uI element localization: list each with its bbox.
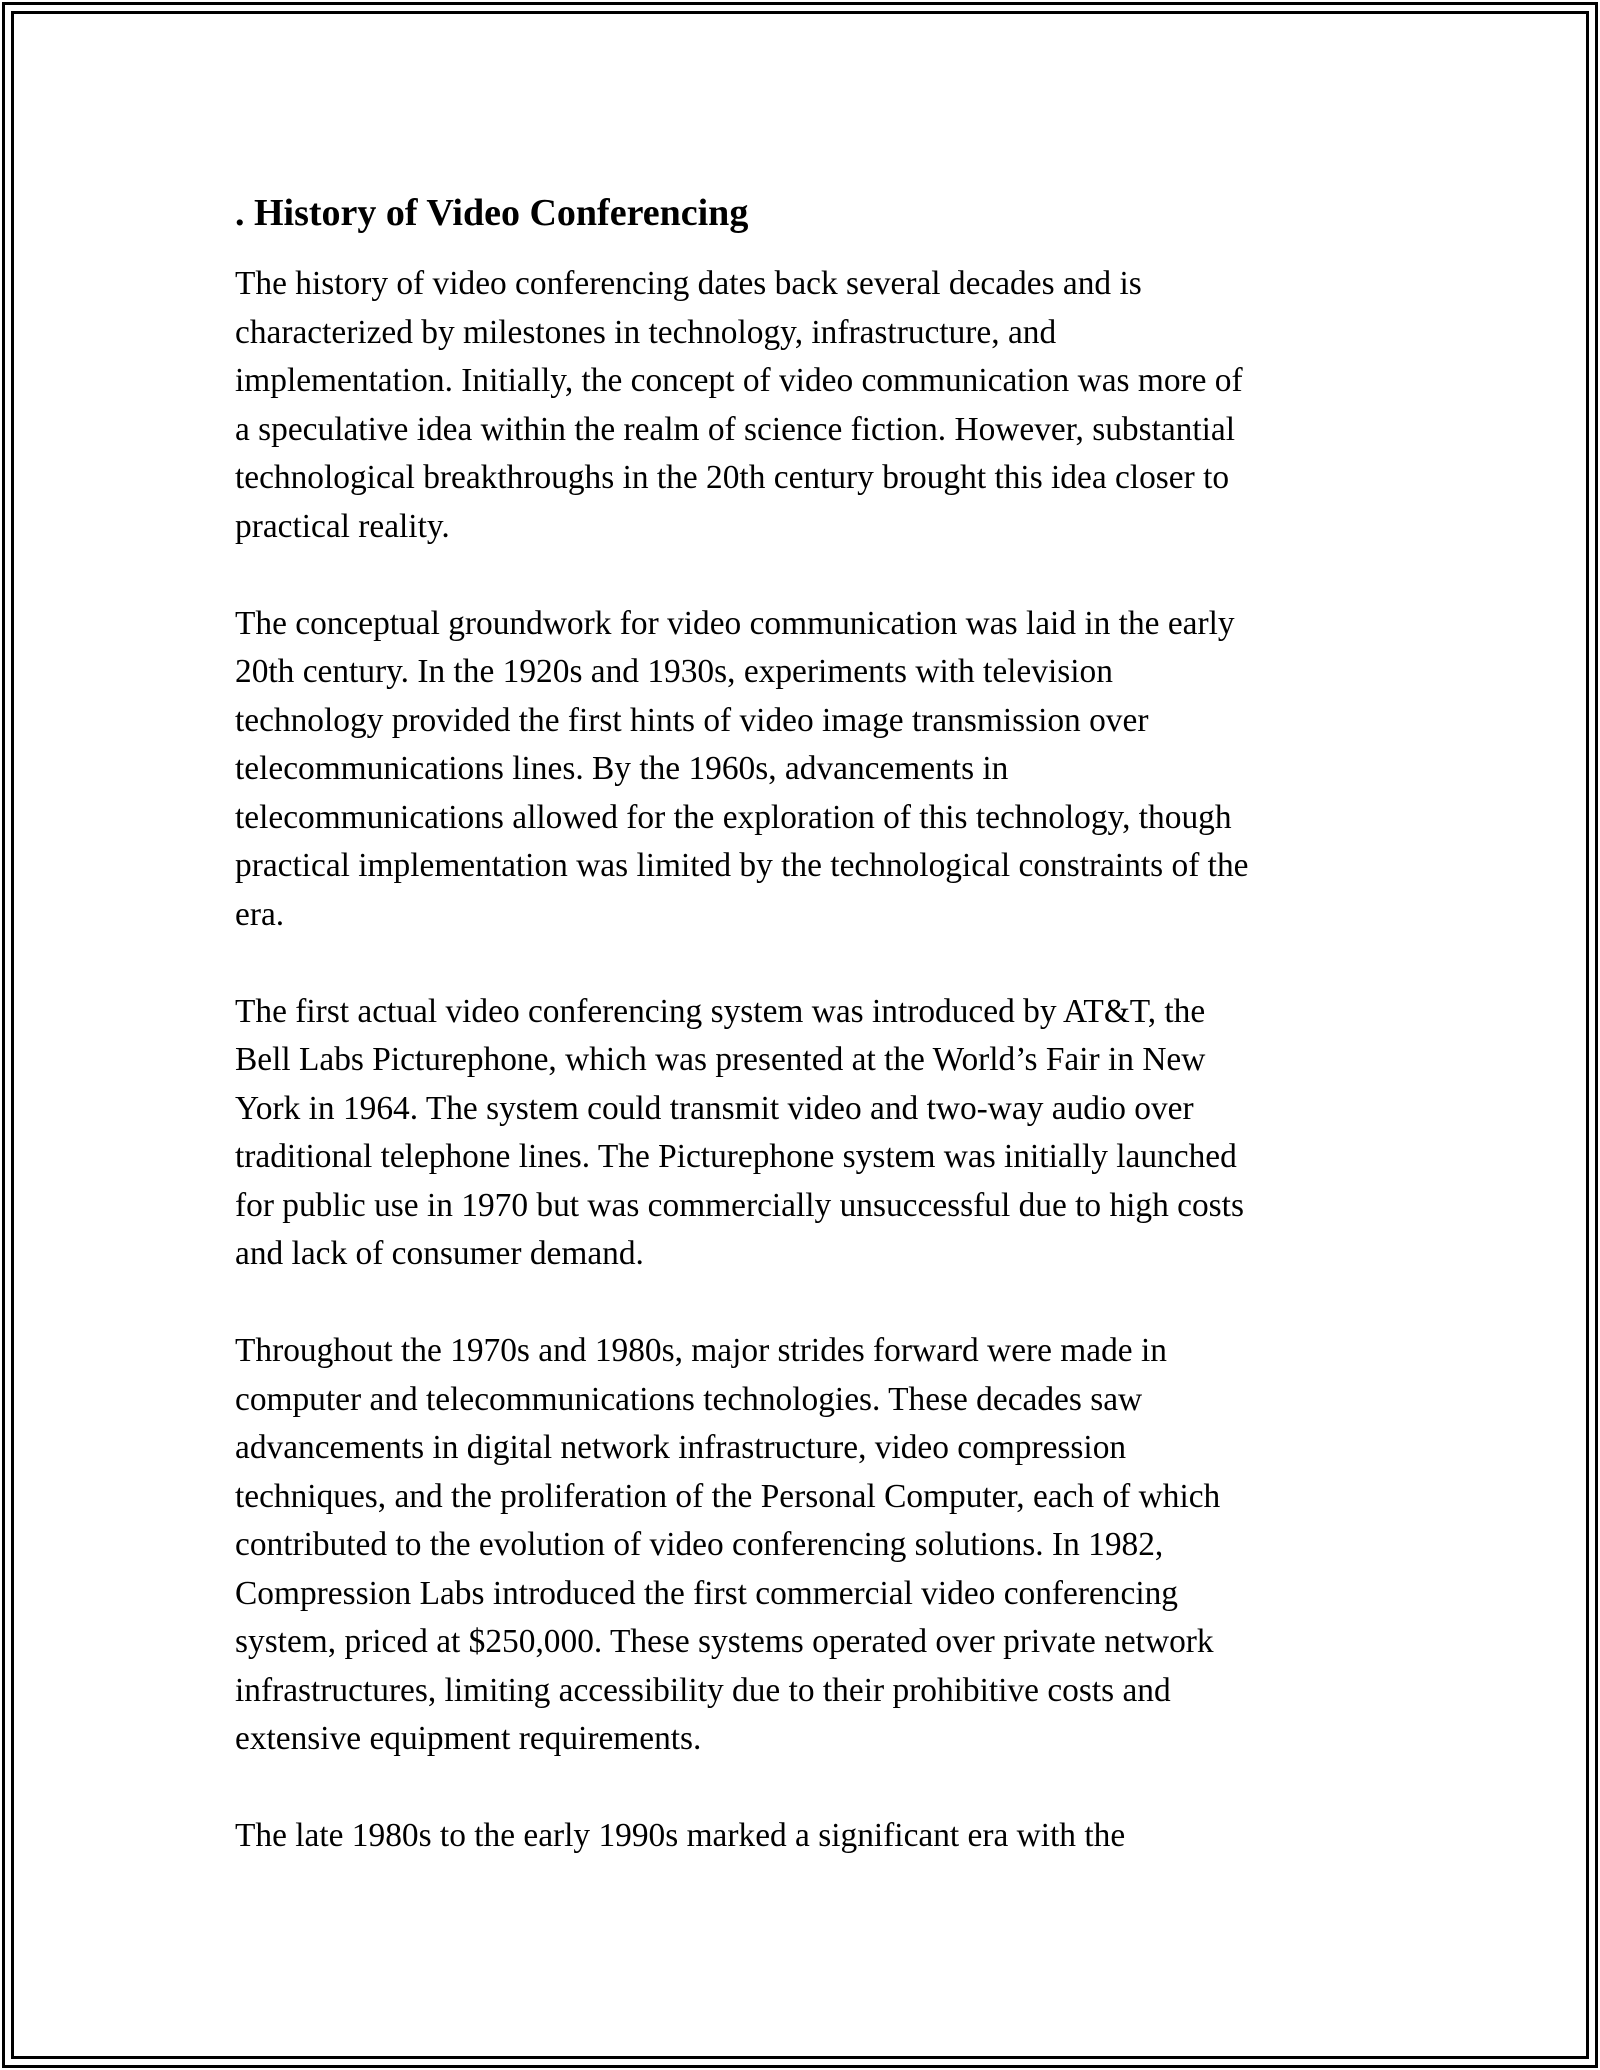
- text-line: The history of video conferencing dates back several decades and is: [235, 265, 1142, 302]
- document-body: [235, 186, 1355, 1909]
- text-line: Compression Labs introduced the first commercial video conferencing: [235, 1574, 1178, 1612]
- paragraph-5: [235, 1812, 1355, 1861]
- text-line: traditional telephone lines. The Picturephone system was initially launched: [235, 1138, 1237, 1175]
- text-line: The first actual video conferencing system was introduced by AT&T, the: [235, 992, 1206, 1030]
- text-line: techniques, and the proliferation of the Personal Computer, each of which: [235, 1477, 1221, 1515]
- text-line: a speculative idea within the realm of science fiction. However, substantial: [235, 410, 1236, 448]
- text-line: characterized by milestones in technology, infrastructure, and: [235, 313, 1057, 351]
- text-line: advancements in digital network infrastructure, video compression: [235, 1429, 1127, 1466]
- text-line: technology provided the first hints of video image transmission over: [235, 701, 1149, 739]
- text-line: Bell Labs Picturephone, which was presented at the World’s Fair in New: [235, 1041, 1206, 1078]
- paragraph-4: [235, 1327, 1355, 1764]
- text-line: computer and telecommunications technologies. These decades saw: [235, 1380, 1143, 1418]
- text-line: contributed to the evolution of video conferencing solutions. In 1982,: [235, 1526, 1164, 1563]
- text-line: era.: [235, 895, 285, 933]
- text-line: York in 1964. The system could transmit video and two-way audio over: [235, 1089, 1194, 1127]
- text-line: extensive equipment requirements.: [235, 1720, 702, 1757]
- text-line: and lack of consumer demand.: [235, 1235, 644, 1272]
- paragraph-2: [235, 600, 1355, 940]
- text-line: for public use in 1970 but was commercially unsuccessful due to high costs: [235, 1186, 1244, 1224]
- text-line: Throughout the 1970s and 1980s, major strides forward were made in: [235, 1332, 1167, 1369]
- text-line: implementation. Initially, the concept of video communication was more of: [235, 362, 1243, 399]
- paragraph-1: [235, 260, 1355, 551]
- text-line: 20th century. In the 1920s and 1930s, experiments with television: [235, 653, 1113, 690]
- paragraph-3: [235, 988, 1355, 1279]
- section-heading: . History of Video Conferencing: [235, 192, 749, 234]
- text-line: infrastructures, limiting accessibility due to their prohibitive costs and: [235, 1671, 1171, 1709]
- text-line: technological breakthroughs in the 20th century brought this idea closer to: [235, 459, 1230, 496]
- text-line: telecommunications allowed for the exploration of this technology, though: [235, 798, 1232, 836]
- text-line: practical reality.: [235, 507, 450, 545]
- text-line: telecommunications lines. By the 1960s, advancements in: [235, 750, 1009, 787]
- text-line: practical implementation was limited by the technological constraints of the: [235, 847, 1249, 884]
- text-line: The conceptual groundwork for video communication was laid in the early: [235, 604, 1235, 642]
- text-line: system, priced at $250,000. These systems operated over private network: [235, 1623, 1214, 1660]
- text-line: The late 1980s to the early 1990s marked a significant era with the: [235, 1817, 1126, 1854]
